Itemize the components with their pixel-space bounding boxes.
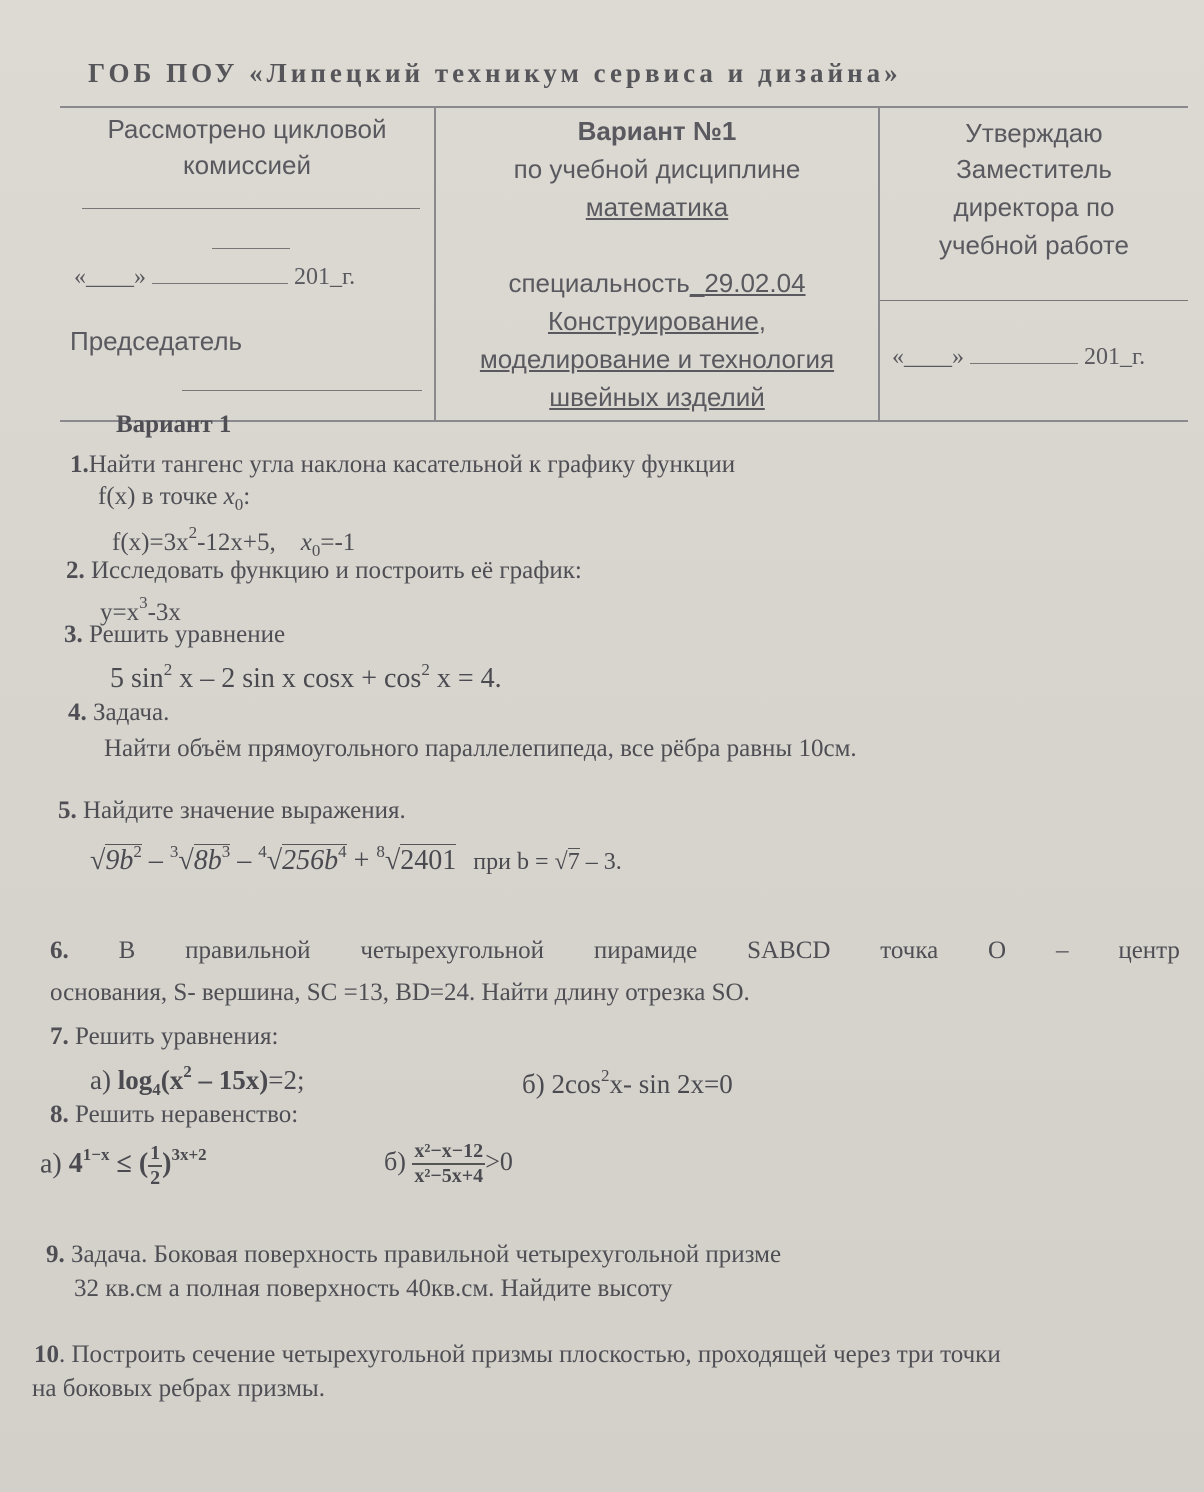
- variant-number: Вариант №1: [577, 116, 737, 146]
- task-10-line2: на боковых ребрах призмы.: [32, 1375, 325, 1402]
- variant-title: Вариант 1: [116, 411, 232, 438]
- task-10-text: 10. Построить сечение четырехугольной призмы плоскостью, проходящей через три точки: [34, 1341, 1001, 1368]
- header-table: [60, 106, 1188, 422]
- right-date: «____» 201_г.: [892, 344, 1146, 370]
- signature-line: [82, 208, 420, 209]
- short-line: [212, 248, 290, 249]
- discipline-line: по учебной дисциплине: [513, 154, 801, 184]
- header-center-column: [436, 108, 880, 420]
- subject-name: математика: [585, 192, 729, 222]
- task-3-formula: 5 $\sin^2 x - 2$ sin x $\cos x + \cos^2 x = 4$.: [110, 660, 502, 694]
- approve-line4: учебной работе: [939, 230, 1129, 260]
- task-8a-formula: а) $4^{1-x}$ ≤ ( $\frac{1}{2}$ )$^{3x+2}$: [40, 1142, 207, 1189]
- task-6-text: 6. В правильной четырехугольной пирамиде SABCD точка O – центр: [50, 937, 1180, 964]
- task-9-text: 9. Задача. Боковая поверхность правильной четырехугольной призме: [46, 1241, 782, 1268]
- specialty-line: специальность_29.02.04: [508, 268, 806, 298]
- task-8b-formula: б) $\frac{\text{x²−x−12}}{\text{x²−5x+4}}$ >0: [384, 1140, 513, 1187]
- task-4-line2: Найти объём прямоугольного параллелепипеда, все рёбра равны 10см.: [104, 735, 857, 762]
- task-7-text: 7. Решить уравнения:: [50, 1023, 279, 1050]
- left-date: «____» 201_г.: [74, 264, 356, 290]
- header-right-column: [880, 108, 1188, 420]
- task-3-text: 3. Решить уравнение: [64, 621, 286, 648]
- approve-line3: директора по: [953, 192, 1115, 222]
- task-1-text: 1.Найти тангенс угла наклона касательной к графику функции: [70, 451, 736, 478]
- approve-line1: Утверждаю: [965, 118, 1103, 148]
- task-2-formula: $y=x^3-3x$: [100, 593, 181, 626]
- chairman-signature-line: [182, 390, 422, 391]
- task-1-formula: $f(x)=3x^2-12x+5$, $x_0=-1$: [112, 523, 356, 560]
- task-1-line2: f(x) в точке $x_0$:: [98, 483, 251, 514]
- task-5-text: 5. Найдите значение выражения.: [58, 797, 406, 824]
- header-left-column: [60, 108, 436, 420]
- task-7b-formula: б) $2\cos^2x-$ sin 2x=0: [522, 1066, 733, 1099]
- task-9-line2: 32 кв.см а полная поверхность 40кв.см. Найдите высоту: [74, 1275, 673, 1302]
- approve-line2: Заместитель: [956, 154, 1112, 184]
- task-6-line2: основания, S- вершина, SC =13, BD=24. Найти длину отрезка SO.: [50, 979, 750, 1006]
- reviewed-line1: Рассмотрено цикловой: [107, 114, 387, 144]
- task-7a-formula: а) $\log_4(x^2 - 15x)=2$;: [90, 1062, 305, 1099]
- reviewed-line2: комиссией: [182, 150, 312, 180]
- chairman-label: Председатель: [70, 326, 243, 356]
- approve-separator: [880, 300, 1188, 301]
- specialty-name-1: Конструирование,: [547, 306, 767, 336]
- task-5-formula: $√9b^2 - ^3√8b^3 - ^4√256b^4 + ^8√2401$ при b = √7 – 3.: [90, 842, 622, 876]
- task-8-text: 8. Решить неравенство:: [50, 1101, 299, 1128]
- task-4-text: 4. Задача.: [68, 699, 170, 726]
- organization-title: ГОБ ПОУ «Липецкий техникум сервиса и дизайна»: [88, 58, 902, 88]
- specialty-name-3: швейных изделий: [549, 382, 765, 412]
- specialty-name-2: моделирование и технология: [479, 344, 835, 374]
- task-2-text: 2. Исследовать функцию и построить её график:: [66, 557, 582, 584]
